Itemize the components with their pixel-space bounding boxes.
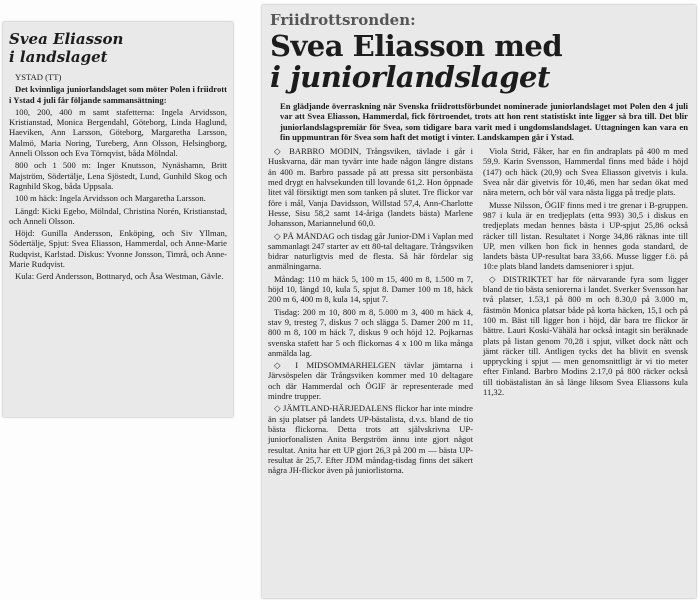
kicker-heading: Friidrottsronden: [270,11,416,29]
lead-paragraph: En glädjande överraskning när Svenska friidrottsförbundet nominerade juniorlandslaget mot Polen den 4 juli var att Svea Eliasson, Hammerdal, fick förtroendet, trots att hon rent statistiskt inte ligger så bra till. Det blir juniorlandslagspremiär för Svea, som tidigare bara varit med i ungdomslandslaget. Uttagningen kan vara en fin uppmuntran för Svea som haft det motigt i vinter. Landskampen går i Ystad. [280,101,688,142]
column-paragraph: ◇ DISTRIKTET har för närvarande fyra som ligger bland de tio bästa seniorerna i landet. Sverker Svensson har två platser, 1.53,1 på 800 m och 8.30,0 på 3.000 m, fästmön Monica platsar både på korta häcken, 15,1 och på 100 m. Bäst till ligger hon i höjd, där bara tre flickor är bättre. Lauri Koski-Vähälä har också intagit sin beräknade plats på listan genom 70,28 i spjut, vilket dock nått och jämt räcker till. Antligen tycks det ha blivit en svensk upprycking i spjut — men genomsnittligt är vi tio meter efter Finland. Barbro Modins 2.17,0 på 800 räcker också till tiobästalistan än så länge liksom Svea Eliassons kula 11,32. [483,273,688,398]
left-paragraph: YSTAD (TT) [15,72,62,82]
left-paragraph: Det kvinnliga juniorlandslaget som möter Polen i friidrott i Ystad 4 juli får följande sammansättning: [9,84,227,105]
column-paragraph: ◇ BARBRO MODIN, Trångsviken, tävlade i går i Huskvarna, där man tyvärr inte hade någon längre distans än 400 m. Barbro passade på att pressa sitt personbästa med drygt en halvsekunden till lovande 61,2. Hon öppnade litet väl försiktigt men som tanken på slutet. Tre flickor var före i mål, Vanja Davidsson, Willstad 57,4, Ann-Charlotte Hesse, Sisu 58,2 samt 14-åriga (landets bästa) Marlene Johansson, Mariannelund 60,0. [268,146,473,229]
left-paragraph: Längd: Kicki Egebo, Mölndal, Christina Norén, Kristianstad, och Anneli Olsson. [9,205,227,226]
left-headline-line1: Svea Eliasson [9,30,124,48]
left-body [3,68,233,288]
column-paragraph: ◇ JÄMTLAND-HÄRJEDALENS flickor har inte mindre än sju platser på landets UP-bästalista, d.v.s. bland de tio bästa flickorna. Detta trots att självskrivna UP-juniorfonalisten Anita Bergström ännu inte gjort något resultat. Anita har ett UP gjort 26,3 på 200 m — bästa UP-resultat är 25,7. Efter JDM måndag-tisdag finns det säkert några JH-flickor även på juniorlistorna. [268,403,473,476]
left-paragraph: 100, 200, 400 m samt stafetterna: Ingela Arvidsson, Kristianstad, Monica Bergendahl, Göteborg, Linda Haglund, Haeviken, Ann Larsson, Göteborg, Margaretha Larsson, Malmö, Maria Noring, Tureberg, Ann Olsson, Helsingborg, Anneli Olsson och Eva Törnqvist, båda Mölndal. [9,106,227,159]
column-paragraph: Musse Nilsson, ÖGIF finns med i tre grenar i B-gruppen. 987 i kula är en tredjeplats (etta 993) 30,5 i diskus en tredjeplats medan hennes bästa i UP-spjut 25,86 också räcker till listan. Resultatet i Norge 34,86 räknas inte till UP, men vilken hon fick in hennes goda standard, de landets bästa UP-resultat bara 33,66. Musse ligger f.ö. på 10:e plats bland landets damseniorer i spjut. [483,199,688,272]
column-paragraph: Måndag: 110 m häck 5, 100 m 15, 400 m 8, 1.500 m 7, höjd 10, längd 10, kula 5, spjut 8. Damer 100 m 18, häck 200 m 6, 400 m 8, kula 14, spjut 7. [268,273,473,305]
main-headline [262,29,696,97]
left-paragraph: Höjd: Gunilla Andersson, Enköping, och Siv Yllman, Södertälje, Spjut: Svea Eliasson, Hammerdal, och Anne-Marie Rudqvist, Karlstad. Diskus: Yvonne Jonsson, Timrå, och Anne-Marie Rudqvist. [9,228,227,270]
article-columns [262,146,696,477]
left-paragraph: 800 och 1 500 m: Inger Knutsson, Nynäshamn, Britt Majström, Södertälje, Lena Sjöstedt, Lund, Gunhild Skog och Ragnhild Skog, båda Uppsala. [9,160,227,191]
right-news-clipping [262,5,696,598]
left-paragraph: Kula: Gerd Andersson, Bottnaryd, och Åsa Westman, Gävle. [15,271,224,282]
left-news-clipping [3,22,233,417]
left-headline [3,22,233,68]
column-paragraph: ◇ I MIDSOMMARHELGEN tävlar jämtarna i Järvsöspelen där Trångsviken kommer med 10 deltagare och där Hammerdal och ÖGIF är representerade med mindre trupper. [268,360,473,402]
column-paragraph: ◇ PÅ MÅNDAG och tisdag går Junior-DM i Vaplan med sammanlagt 247 starter av ett 80-tal deltagare. Trångsviken bidrar naturligtvis med de flesta. Så här fördelar sig anmälningarna. [268,230,473,272]
left-headline-line2: i landslaget [9,48,108,66]
article-column-2 [483,146,688,477]
left-paragraph: 100 m häck: Ingela Arvidsson och Margaretha Larsson. [15,193,206,204]
main-headline-line2: i juniorlandslaget [270,60,550,94]
article-column-1 [268,146,473,477]
column-paragraph: Viola Strid, Fåker, har en fin andraplats på 400 m med 59,9. Karin Svensson, Hammerdal finns med både i höjd (147) och häck (20,9) och Svea Eliasson givetvis i kula. Svea når där givetvis för 10,46, men har sedan ökat med nära metern, och bör väl vara nästa ligga på tredje plats. [483,146,688,198]
main-headline-line1: Svea Eliasson med [270,29,563,63]
column-paragraph: Tisdag: 200 m 10, 800 m 8, 5.000 m 3, 400 m häck 4, stav 9, tresteg 7, diskus 7 och slägga 5. Damer 200 m 11, 800 m 8, 100 m häck 7, diskus 9 och höjd 12. Pojkarnas svenska stafett har 5 och flickornas 4 x 100 m lika många anmälda lag. [268,306,473,358]
